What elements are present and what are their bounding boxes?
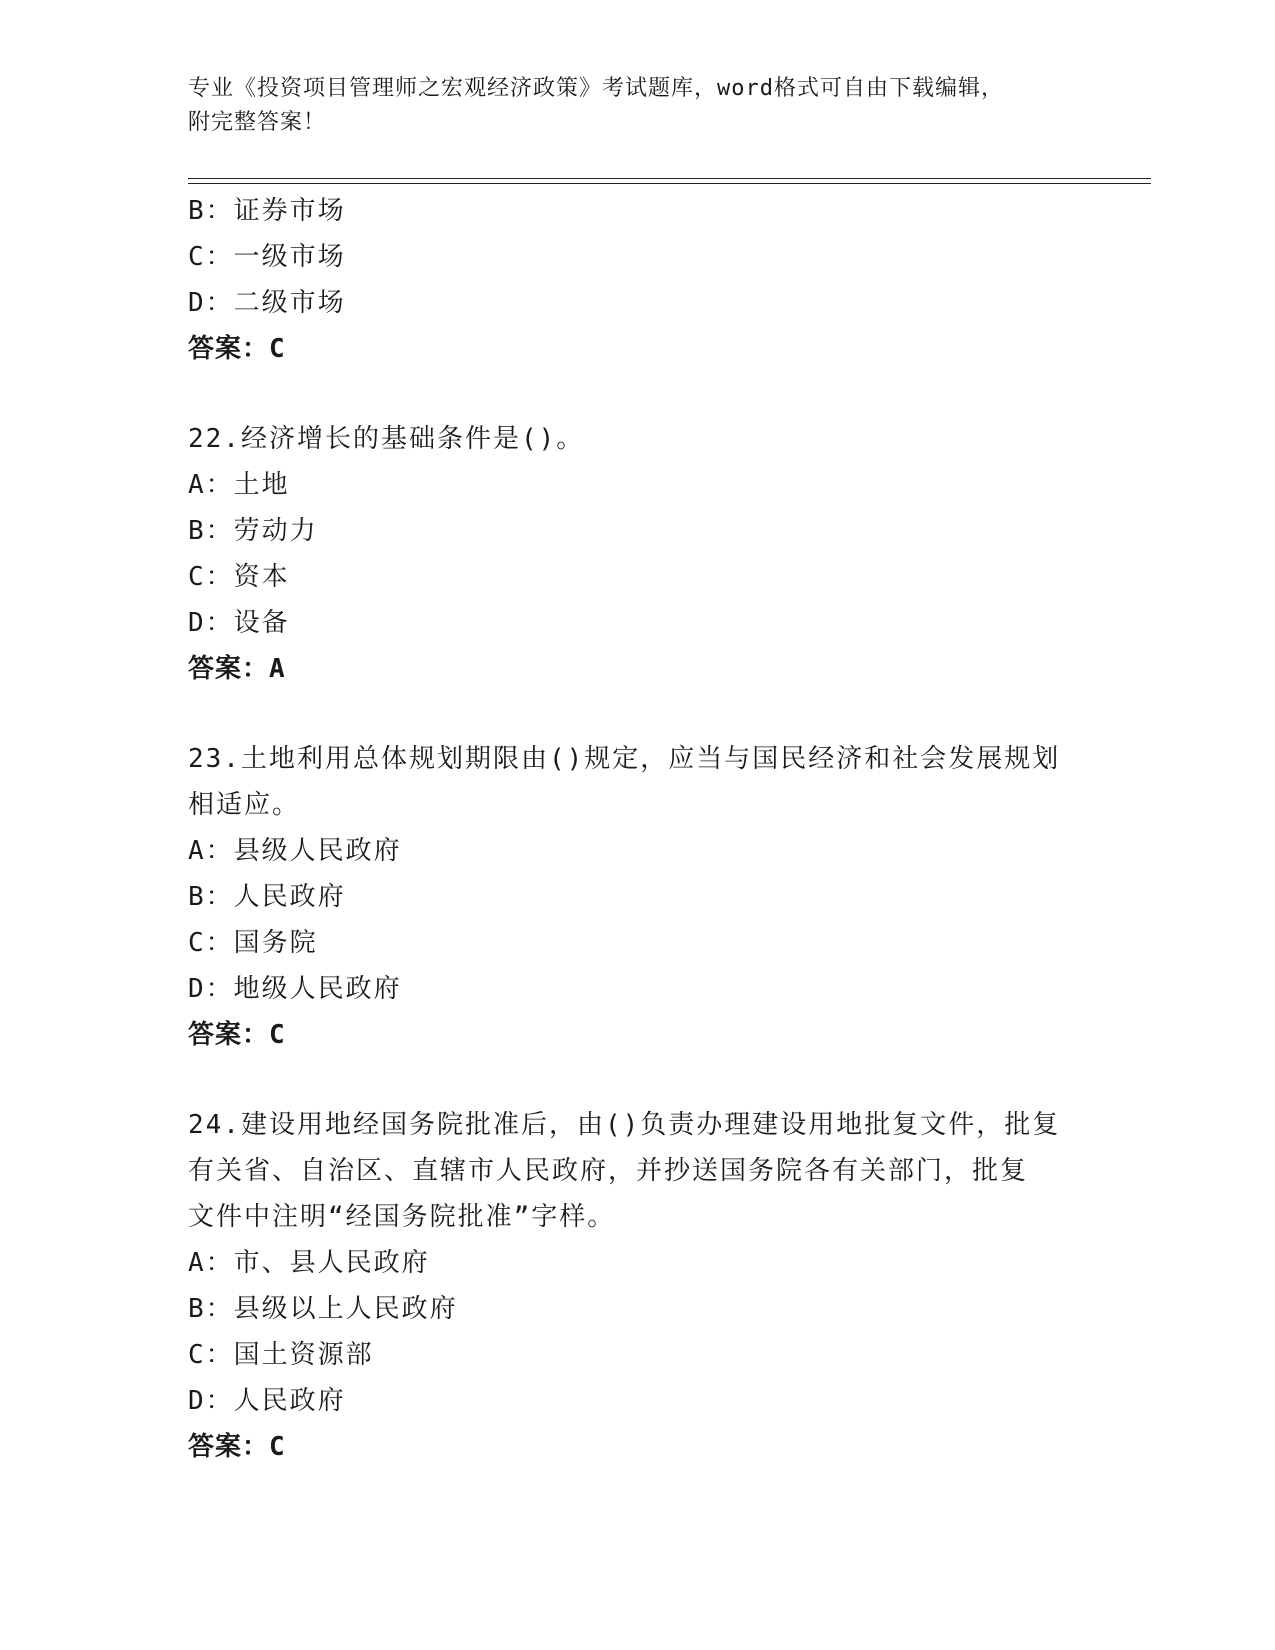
option-c: C：一级市场 xyxy=(188,242,346,272)
option-d: D：地级人民政府 xyxy=(188,974,402,1004)
answer: 答案：A xyxy=(188,654,286,684)
option-d: D：人民政府 xyxy=(188,1386,346,1416)
option-c: C：国土资源部 xyxy=(188,1340,374,1370)
option-c: C：国务院 xyxy=(188,928,318,958)
option-a: A：市、县人民政府 xyxy=(188,1248,430,1278)
option-a: A：土地 xyxy=(188,470,290,500)
question-23 xyxy=(188,736,1088,1058)
question-stem-line-3: 文件中注明“经国务院批准”字样。 xyxy=(188,1202,616,1232)
spacer xyxy=(188,1058,1088,1102)
question-stem-line-2: 有关省、自治区、直辖市人民政府，并抄送国务院各有关部门，批复 xyxy=(188,1156,1029,1186)
document-header xyxy=(188,72,1068,140)
question-stem-line-1: 23.土地利用总体规划期限由()规定，应当与国民经济和社会发展规划 xyxy=(188,744,1061,774)
option-b: B：证券市场 xyxy=(188,196,346,226)
header-line-2: 附完整答案！ xyxy=(188,110,327,135)
question-21-tail xyxy=(188,188,1088,372)
header-divider xyxy=(188,178,1151,184)
question-list xyxy=(188,188,1088,1470)
spacer xyxy=(188,692,1088,736)
question-stem: 22.经济增长的基础条件是()。 xyxy=(188,424,585,454)
answer: 答案：C xyxy=(188,1020,286,1050)
option-d: D：设备 xyxy=(188,608,290,638)
question-stem-line-2: 相适应。 xyxy=(188,790,301,820)
option-a: A：县级人民政府 xyxy=(188,836,402,866)
option-b: B：县级以上人民政府 xyxy=(188,1294,458,1324)
header-line-1: 专业《投资项目管理师之宏观经济政策》考试题库，word格式可自由下载编辑， xyxy=(188,76,1004,101)
question-22 xyxy=(188,416,1088,692)
answer: 答案：C xyxy=(188,334,286,364)
question-stem-line-1: 24.建设用地经国务院批准后，由()负责办理建设用地批复文件，批复 xyxy=(188,1110,1061,1140)
question-24 xyxy=(188,1102,1088,1470)
answer: 答案：C xyxy=(188,1432,286,1462)
option-d: D：二级市场 xyxy=(188,288,346,318)
option-c: C：资本 xyxy=(188,562,290,592)
option-b: B：人民政府 xyxy=(188,882,346,912)
spacer xyxy=(188,372,1088,416)
option-b: B：劳动力 xyxy=(188,516,318,546)
